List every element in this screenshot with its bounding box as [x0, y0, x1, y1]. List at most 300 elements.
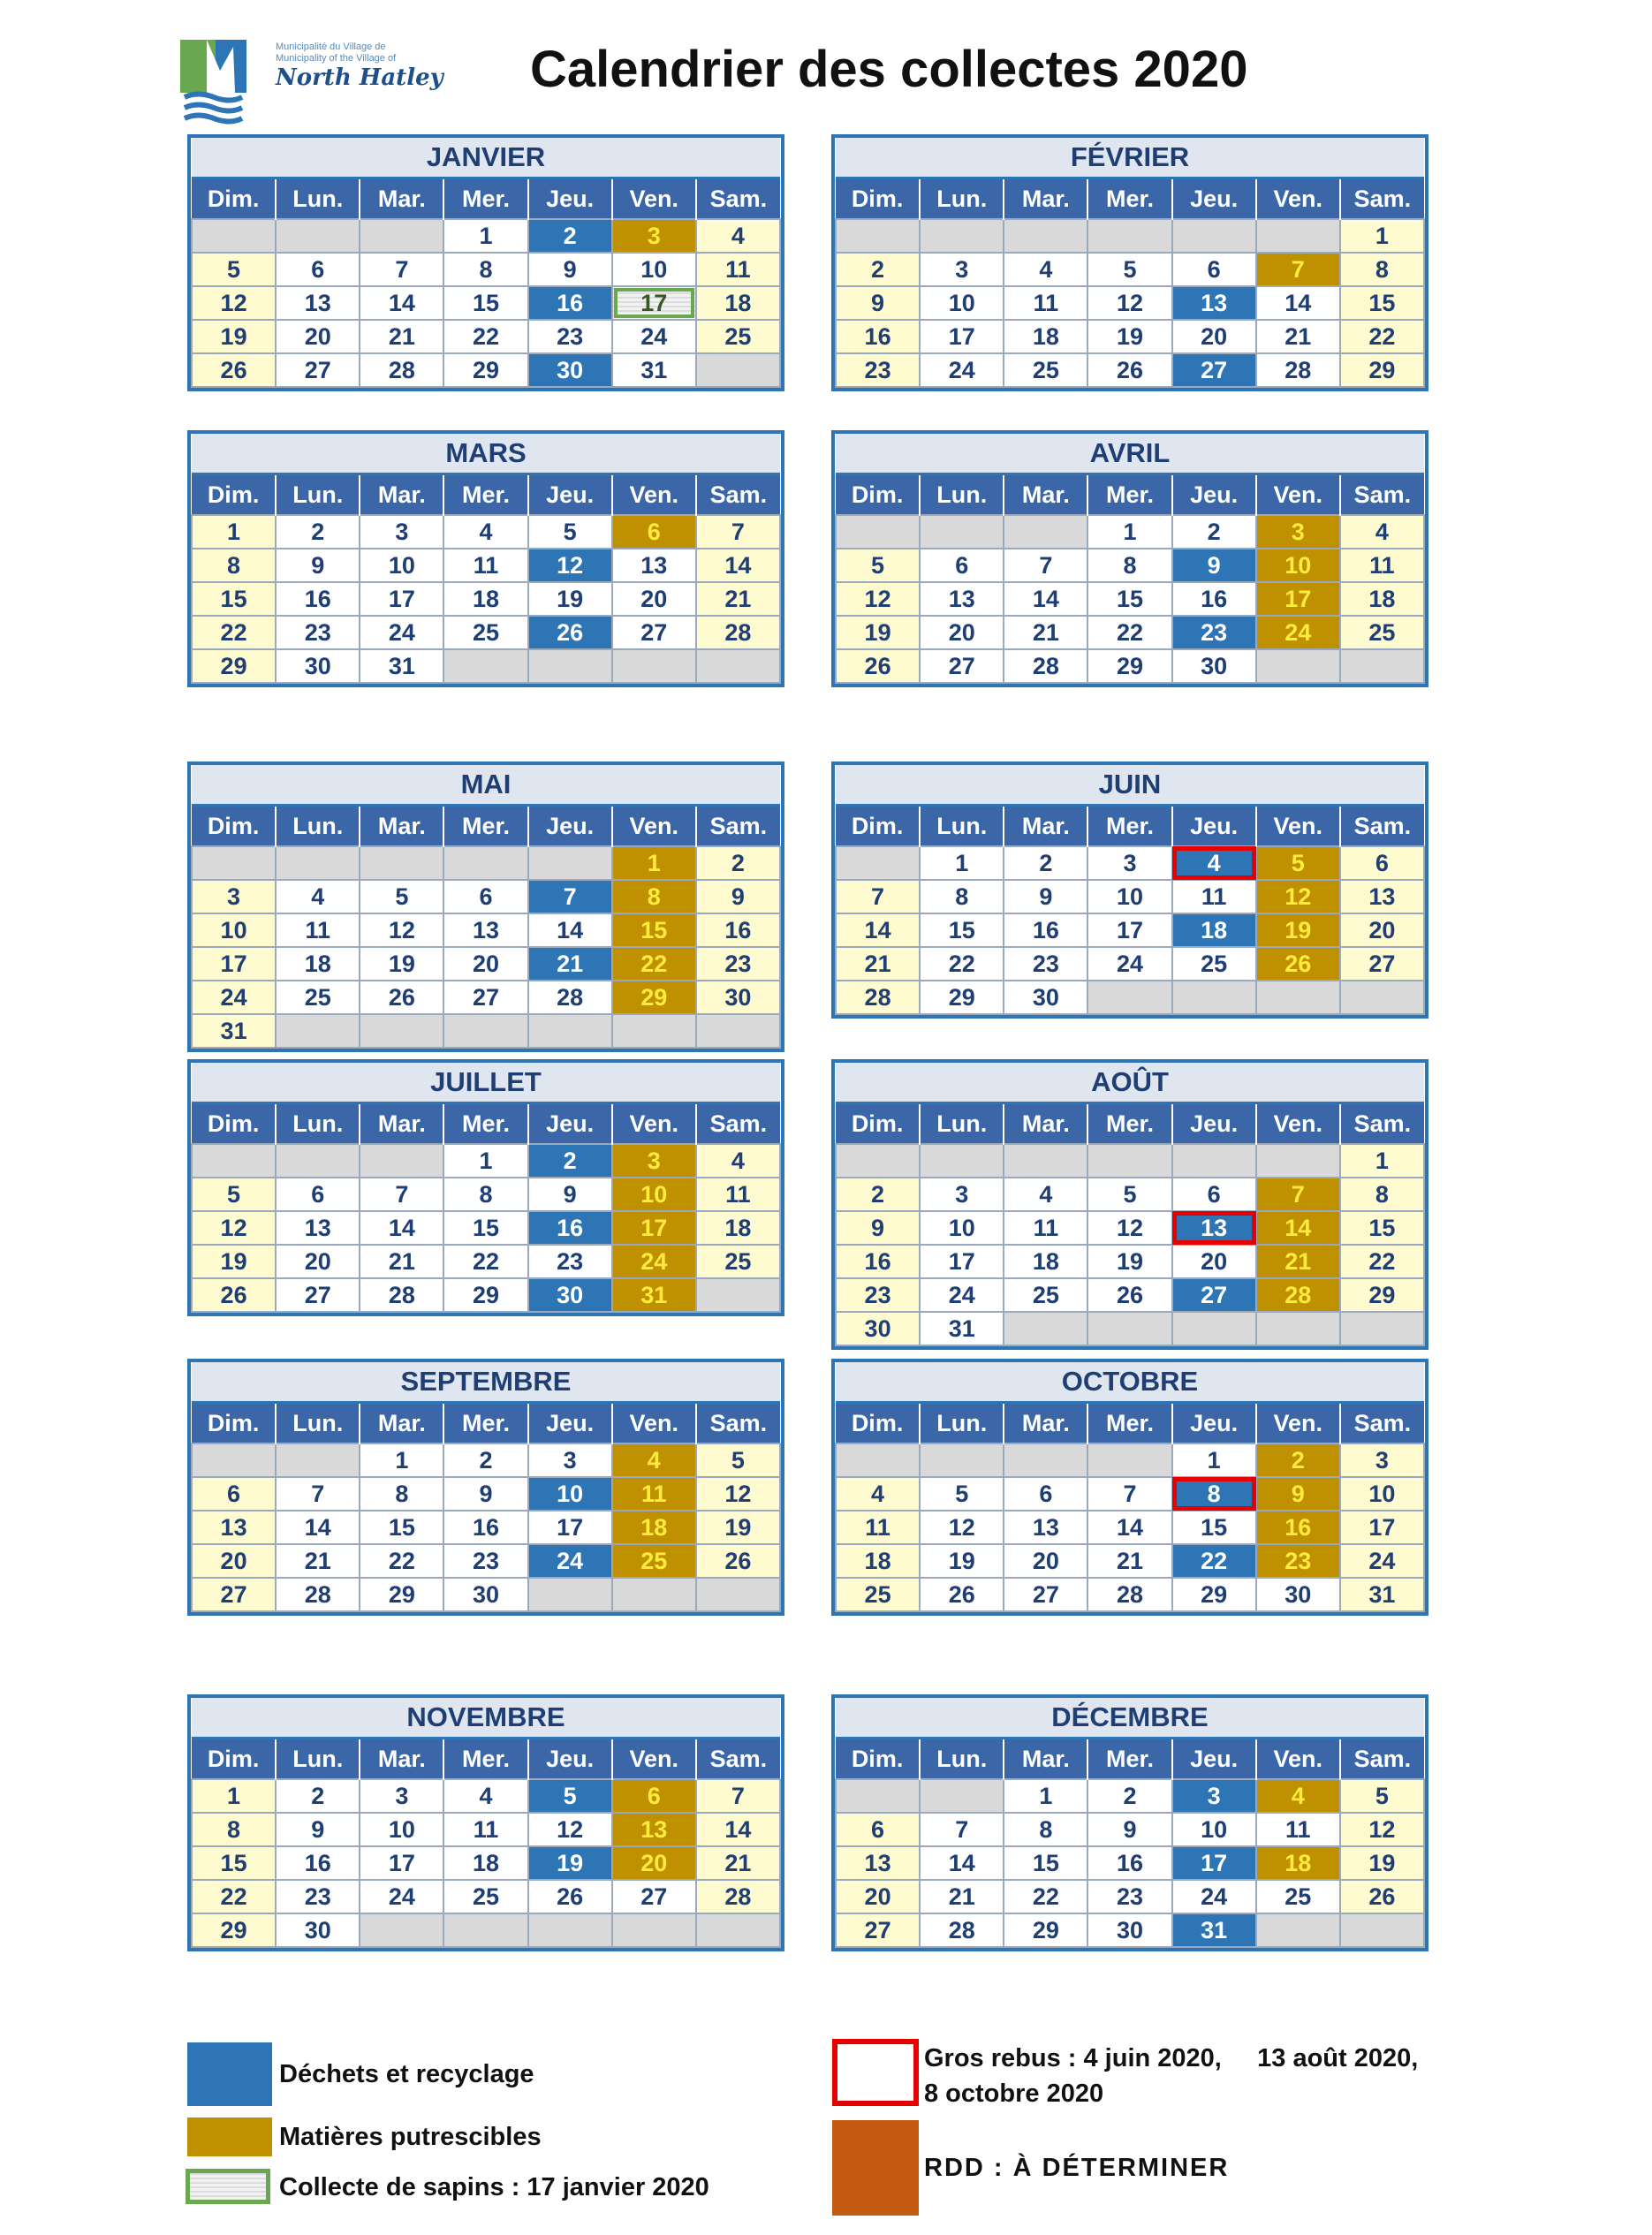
day-cell: 14: [360, 286, 443, 320]
day-cell: 24: [920, 1278, 1004, 1312]
day-cell: 25: [696, 320, 780, 353]
empty-cell: [1256, 1144, 1340, 1178]
day-cell: 8: [1087, 549, 1171, 582]
day-cell: 13: [612, 1813, 696, 1846]
day-cell: 19: [1087, 320, 1171, 353]
day-cell: 15: [612, 913, 696, 947]
legend-putrescibles-swatch: [187, 2118, 272, 2156]
weekday-header: Jeu.: [528, 806, 612, 847]
day-cell: 26: [920, 1578, 1004, 1611]
day-cell: 23: [836, 353, 920, 387]
day-cell: 30: [1256, 1578, 1340, 1611]
day-cell: 14: [276, 1511, 360, 1544]
empty-cell: [612, 1578, 696, 1611]
day-cell: 25: [1004, 1278, 1087, 1312]
weekday-header: Mer.: [443, 1403, 527, 1444]
day-cell: 16: [836, 1245, 920, 1278]
day-cell: 6: [192, 1477, 276, 1511]
day-cell: 10: [1340, 1477, 1424, 1511]
day-cell: 1: [192, 515, 276, 549]
day-cell: 16: [1172, 582, 1256, 616]
day-cell: 8: [920, 880, 1004, 913]
day-cell: 18: [696, 286, 780, 320]
day-cell: 18: [1004, 1245, 1087, 1278]
day-cell: 24: [528, 1544, 612, 1578]
day-cell: 19: [920, 1544, 1004, 1578]
day-cell: 8: [360, 1477, 443, 1511]
weekday-header: Mer.: [443, 806, 527, 847]
day-cell: 2: [1172, 515, 1256, 549]
weekday-header: Jeu.: [528, 1103, 612, 1145]
day-cell: 3: [192, 880, 276, 913]
day-cell: 27: [612, 616, 696, 649]
weekday-header: Mer.: [1087, 1103, 1171, 1145]
empty-cell: [360, 1144, 443, 1178]
empty-cell: [696, 1578, 780, 1611]
day-cell: 18: [1256, 1846, 1340, 1880]
day-cell: 25: [1172, 947, 1256, 981]
day-cell: 20: [1340, 913, 1424, 947]
day-cell: 11: [612, 1477, 696, 1511]
empty-cell: [612, 649, 696, 683]
day-cell: 3: [920, 1178, 1004, 1211]
empty-cell: [1087, 1312, 1171, 1345]
weekday-header: Ven.: [1256, 1739, 1340, 1780]
day-cell: 18: [612, 1511, 696, 1544]
day-cell: 23: [1172, 616, 1256, 649]
empty-cell: [836, 515, 920, 549]
day-cell: 13: [276, 1211, 360, 1245]
empty-cell: [276, 1443, 360, 1477]
weekday-header: Jeu.: [1172, 1403, 1256, 1444]
day-cell: 24: [360, 616, 443, 649]
day-cell: 29: [360, 1578, 443, 1611]
empty-cell: [528, 649, 612, 683]
weekday-header: Lun.: [276, 1403, 360, 1444]
day-cell: 13: [1004, 1511, 1087, 1544]
day-cell: 7: [276, 1477, 360, 1511]
day-cell: 20: [1172, 320, 1256, 353]
empty-cell: [696, 1913, 780, 1947]
legend-rdd-swatch: [832, 2120, 919, 2216]
day-cell: 26: [192, 1278, 276, 1312]
weekday-header: Sam.: [696, 474, 780, 516]
day-cell: 25: [1256, 1880, 1340, 1913]
day-cell: 17: [1256, 582, 1340, 616]
day-cell: 5: [1087, 1178, 1171, 1211]
day-cell: 30: [276, 649, 360, 683]
day-cell: 6: [612, 1779, 696, 1813]
legend-gros-rebus-line1: Gros rebus : 4 juin 2020, 13 août 2020,: [924, 2044, 1419, 2072]
day-cell: 4: [1172, 846, 1256, 880]
day-cell: 7: [528, 880, 612, 913]
day-cell: 10: [360, 1813, 443, 1846]
empty-cell: [276, 846, 360, 880]
day-cell: 9: [528, 1178, 612, 1211]
day-cell: 4: [1256, 1779, 1340, 1813]
header: [0, 0, 1652, 124]
empty-cell: [696, 1014, 780, 1048]
logo-line2: Municipality of the Village of: [276, 53, 397, 64]
day-cell: 24: [612, 320, 696, 353]
weekday-header: Lun.: [276, 1103, 360, 1145]
day-cell: 23: [276, 616, 360, 649]
day-cell: 20: [1004, 1544, 1087, 1578]
month-novembre: [187, 1694, 784, 1951]
day-cell: 20: [612, 1846, 696, 1880]
day-cell: 5: [192, 1178, 276, 1211]
day-cell: 28: [1087, 1578, 1171, 1611]
month-name: JUIN: [836, 765, 1424, 806]
day-cell: 16: [1256, 1511, 1340, 1544]
weekday-header: Mar.: [1004, 1739, 1087, 1780]
day-cell: 31: [1172, 1913, 1256, 1947]
day-cell: 24: [920, 353, 1004, 387]
day-cell: 9: [443, 1477, 527, 1511]
day-cell: 5: [1087, 253, 1171, 286]
day-cell: 19: [528, 582, 612, 616]
day-cell: 1: [920, 846, 1004, 880]
weekday-header: Dim.: [836, 1739, 920, 1780]
day-cell: 11: [1340, 549, 1424, 582]
weekday-header: Jeu.: [528, 1403, 612, 1444]
empty-cell: [192, 1144, 276, 1178]
day-cell: 13: [443, 913, 527, 947]
empty-cell: [1256, 1913, 1340, 1947]
day-cell: 2: [443, 1443, 527, 1477]
day-cell: 16: [836, 320, 920, 353]
weekday-header: Jeu.: [528, 474, 612, 516]
empty-cell: [1340, 981, 1424, 1014]
day-cell: 30: [528, 353, 612, 387]
day-cell: 6: [1340, 846, 1424, 880]
day-cell: 11: [1004, 1211, 1087, 1245]
day-cell: 23: [1087, 1880, 1171, 1913]
day-cell: 7: [696, 1779, 780, 1813]
day-cell: 16: [528, 286, 612, 320]
day-cell: 2: [528, 1144, 612, 1178]
day-cell: 28: [1256, 353, 1340, 387]
logo-line1: Municipalité du Village de: [276, 42, 386, 52]
empty-cell: [836, 219, 920, 253]
day-cell: 29: [612, 981, 696, 1014]
day-cell: 1: [612, 846, 696, 880]
day-cell: 30: [443, 1578, 527, 1611]
day-cell: 27: [612, 1880, 696, 1913]
legend-putrescibles-label: Matières putrescibles: [279, 2123, 542, 2151]
day-cell: 31: [920, 1312, 1004, 1345]
day-cell: 3: [360, 515, 443, 549]
day-cell: 31: [360, 649, 443, 683]
day-cell: 29: [1340, 1278, 1424, 1312]
day-cell: 17: [360, 1846, 443, 1880]
day-cell: 25: [443, 1880, 527, 1913]
day-cell: 6: [836, 1813, 920, 1846]
weekday-header: Lun.: [920, 474, 1004, 516]
day-cell: 30: [528, 1278, 612, 1312]
empty-cell: [836, 1443, 920, 1477]
day-cell: 28: [836, 981, 920, 1014]
empty-cell: [1087, 1144, 1171, 1178]
day-cell: 29: [192, 1913, 276, 1947]
empty-cell: [276, 1014, 360, 1048]
day-cell: 21: [920, 1880, 1004, 1913]
day-cell: 21: [276, 1544, 360, 1578]
day-cell: 12: [192, 1211, 276, 1245]
day-cell: 16: [1004, 913, 1087, 947]
day-cell: 10: [192, 913, 276, 947]
month-avril: [831, 430, 1428, 687]
month-name: NOVEMBRE: [192, 1698, 780, 1739]
day-cell: 24: [1172, 1880, 1256, 1913]
day-cell: 12: [1087, 1211, 1171, 1245]
day-cell: 13: [1172, 1211, 1256, 1245]
day-cell: 16: [276, 582, 360, 616]
day-cell: 5: [192, 253, 276, 286]
logo-emblem-icon: [180, 40, 269, 128]
empty-cell: [836, 1144, 920, 1178]
weekday-header: Mer.: [1087, 806, 1171, 847]
day-cell: 18: [1172, 913, 1256, 947]
empty-cell: [920, 1779, 1004, 1813]
day-cell: 12: [360, 913, 443, 947]
day-cell: 4: [612, 1443, 696, 1477]
weekday-header: Sam.: [1340, 1103, 1424, 1145]
weekday-header: Mer.: [443, 1739, 527, 1780]
day-cell: 14: [1087, 1511, 1171, 1544]
day-cell: 9: [276, 549, 360, 582]
day-cell: 7: [836, 880, 920, 913]
weekday-header: Dim.: [192, 806, 276, 847]
day-cell: 21: [360, 320, 443, 353]
day-cell: 9: [836, 1211, 920, 1245]
day-cell: 29: [1087, 649, 1171, 683]
day-cell: 9: [1172, 549, 1256, 582]
day-cell: 23: [528, 320, 612, 353]
day-cell: 20: [276, 1245, 360, 1278]
day-cell: 15: [1087, 582, 1171, 616]
day-cell: 13: [612, 549, 696, 582]
day-cell: 27: [276, 353, 360, 387]
day-cell: 11: [1004, 286, 1087, 320]
day-cell: 17: [612, 1211, 696, 1245]
empty-cell: [1172, 1312, 1256, 1345]
day-cell: 22: [1087, 616, 1171, 649]
day-cell: 5: [528, 515, 612, 549]
day-cell: 7: [360, 253, 443, 286]
empty-cell: [696, 1278, 780, 1312]
day-cell: 26: [1340, 1880, 1424, 1913]
day-cell: 9: [1087, 1813, 1171, 1846]
day-cell: 4: [443, 515, 527, 549]
day-cell: 22: [1340, 320, 1424, 353]
month-décembre: [831, 1694, 1428, 1951]
day-cell: 3: [612, 219, 696, 253]
day-cell: 17: [1172, 1846, 1256, 1880]
weekday-header: Dim.: [192, 474, 276, 516]
weekday-header: Lun.: [920, 1103, 1004, 1145]
day-cell: 3: [528, 1443, 612, 1477]
weekday-header: Ven.: [612, 1103, 696, 1145]
weekday-header: Mer.: [1087, 178, 1171, 220]
day-cell: 21: [696, 1846, 780, 1880]
day-cell: 27: [1340, 947, 1424, 981]
day-cell: 6: [276, 253, 360, 286]
day-cell: 24: [1256, 616, 1340, 649]
day-cell: 1: [192, 1779, 276, 1813]
day-cell: 8: [1004, 1813, 1087, 1846]
weekday-header: Ven.: [1256, 178, 1340, 220]
day-cell: 26: [528, 1880, 612, 1913]
month-juillet: [187, 1059, 784, 1316]
day-cell: 3: [1087, 846, 1171, 880]
empty-cell: [1172, 1144, 1256, 1178]
weekday-header: Jeu.: [1172, 178, 1256, 220]
day-cell: 30: [1087, 1913, 1171, 1947]
empty-cell: [1004, 219, 1087, 253]
weekday-header: Dim.: [836, 178, 920, 220]
day-cell: 7: [1004, 549, 1087, 582]
month-name: JANVIER: [192, 138, 780, 178]
empty-cell: [1087, 1443, 1171, 1477]
day-cell: 12: [1340, 1813, 1424, 1846]
day-cell: 1: [1172, 1443, 1256, 1477]
day-cell: 23: [443, 1544, 527, 1578]
legend-gros-rebus-line2: 8 octobre 2020: [924, 2080, 1104, 2108]
weekday-header: Jeu.: [1172, 1103, 1256, 1145]
day-cell: 8: [1340, 1178, 1424, 1211]
day-cell: 28: [1004, 649, 1087, 683]
day-cell: 25: [1340, 616, 1424, 649]
empty-cell: [1004, 1443, 1087, 1477]
legend: [0, 2023, 1652, 2235]
empty-cell: [443, 1014, 527, 1048]
day-cell: 23: [528, 1245, 612, 1278]
day-cell: 11: [836, 1511, 920, 1544]
empty-cell: [1256, 219, 1340, 253]
day-cell: 16: [1087, 1846, 1171, 1880]
empty-cell: [612, 1014, 696, 1048]
weekday-header: Mar.: [360, 1739, 443, 1780]
day-cell: 18: [696, 1211, 780, 1245]
day-cell: 2: [276, 1779, 360, 1813]
day-cell: 29: [1172, 1578, 1256, 1611]
day-cell: 2: [1004, 846, 1087, 880]
day-cell: 17: [920, 320, 1004, 353]
weekday-header: Ven.: [1256, 806, 1340, 847]
day-cell: 2: [836, 1178, 920, 1211]
day-cell: 25: [443, 616, 527, 649]
day-cell: 11: [276, 913, 360, 947]
day-cell: 10: [920, 1211, 1004, 1245]
day-cell: 28: [696, 1880, 780, 1913]
weekday-header: Lun.: [276, 178, 360, 220]
weekday-header: Jeu.: [528, 178, 612, 220]
weekday-header: Lun.: [920, 1739, 1004, 1780]
day-cell: 18: [443, 1846, 527, 1880]
day-cell: 7: [1256, 1178, 1340, 1211]
day-cell: 8: [1172, 1477, 1256, 1511]
legend-dechets-label: Déchets et recyclage: [279, 2060, 534, 2088]
weekday-header: Mar.: [1004, 178, 1087, 220]
day-cell: 30: [1172, 649, 1256, 683]
day-cell: 26: [528, 616, 612, 649]
day-cell: 11: [696, 1178, 780, 1211]
day-cell: 24: [360, 1880, 443, 1913]
weekday-header: Sam.: [1340, 806, 1424, 847]
day-cell: 3: [1340, 1443, 1424, 1477]
day-cell: 14: [1004, 582, 1087, 616]
day-cell: 21: [696, 582, 780, 616]
legend-rdd-label: RDD : À DÉTERMINER: [924, 2154, 1230, 2182]
day-cell: 10: [920, 286, 1004, 320]
weekday-header: Dim.: [836, 474, 920, 516]
weekday-header: Lun.: [276, 474, 360, 516]
empty-cell: [528, 1014, 612, 1048]
empty-cell: [920, 515, 1004, 549]
day-cell: 15: [360, 1511, 443, 1544]
weekday-header: Mer.: [443, 1103, 527, 1145]
empty-cell: [1172, 219, 1256, 253]
day-cell: 27: [1172, 353, 1256, 387]
day-cell: 16: [696, 913, 780, 947]
day-cell: 29: [920, 981, 1004, 1014]
empty-cell: [920, 1144, 1004, 1178]
weekday-header: Mar.: [360, 178, 443, 220]
empty-cell: [920, 219, 1004, 253]
day-cell: 3: [1256, 515, 1340, 549]
weekday-header: Mar.: [1004, 474, 1087, 516]
day-cell: 26: [1087, 353, 1171, 387]
day-cell: 17: [612, 286, 696, 320]
day-cell: 13: [920, 582, 1004, 616]
day-cell: 23: [1004, 947, 1087, 981]
day-cell: 6: [1172, 1178, 1256, 1211]
day-cell: 15: [920, 913, 1004, 947]
day-cell: 24: [1087, 947, 1171, 981]
day-cell: 8: [612, 880, 696, 913]
day-cell: 29: [1340, 353, 1424, 387]
weekday-header: Mar.: [360, 1403, 443, 1444]
day-cell: 14: [836, 913, 920, 947]
day-cell: 14: [1256, 286, 1340, 320]
weekday-header: Sam.: [696, 1103, 780, 1145]
empty-cell: [528, 846, 612, 880]
day-cell: 18: [1004, 320, 1087, 353]
day-cell: 5: [836, 549, 920, 582]
day-cell: 19: [360, 947, 443, 981]
day-cell: 19: [528, 1846, 612, 1880]
day-cell: 10: [360, 549, 443, 582]
weekday-header: Sam.: [696, 806, 780, 847]
empty-cell: [836, 1779, 920, 1813]
weekday-header: Jeu.: [528, 1739, 612, 1780]
day-cell: 28: [360, 1278, 443, 1312]
day-cell: 15: [192, 1846, 276, 1880]
empty-cell: [276, 1144, 360, 1178]
logo: [180, 40, 443, 128]
day-cell: 4: [276, 880, 360, 913]
day-cell: 28: [920, 1913, 1004, 1947]
day-cell: 8: [443, 253, 527, 286]
day-cell: 20: [836, 1880, 920, 1913]
day-cell: 15: [1004, 1846, 1087, 1880]
day-cell: 12: [696, 1477, 780, 1511]
day-cell: 17: [360, 582, 443, 616]
weekday-header: Ven.: [1256, 474, 1340, 516]
day-cell: 22: [1004, 1880, 1087, 1913]
weekday-header: Ven.: [612, 806, 696, 847]
